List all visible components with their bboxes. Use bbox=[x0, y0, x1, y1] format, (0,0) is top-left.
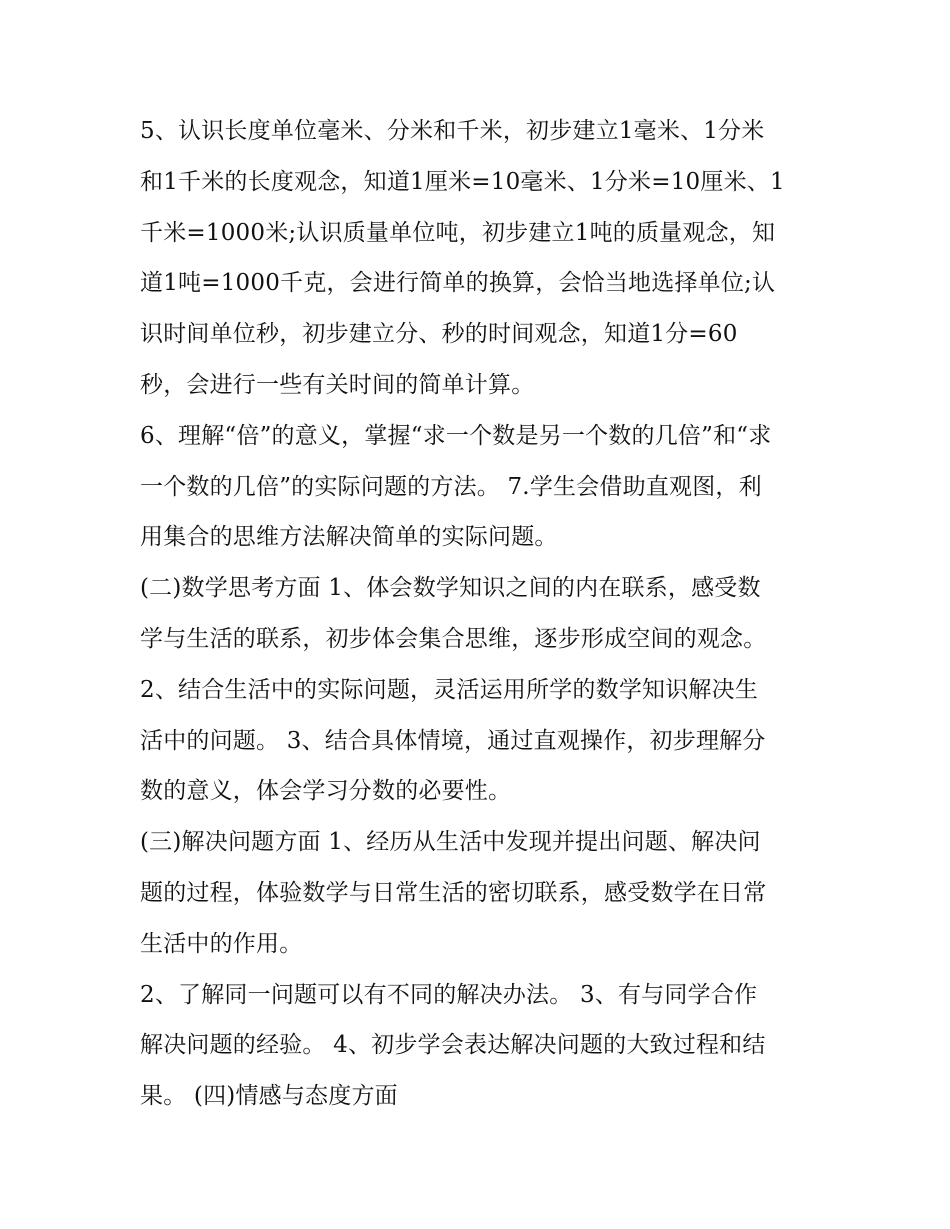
text-line: (三)解决问题方面 1、经历从生活中发现并提出问题、解决问 bbox=[140, 829, 761, 856]
text-line: 5、认识长度单位毫米、分米和千米，初步建立1毫米、1分米 bbox=[140, 118, 765, 144]
text-line: 秒，会进行一些有关时间的简单计算。 bbox=[140, 371, 535, 398]
text-line: 一个数的几倍”的实际问题的方法。 7.学生会借助直观图，利 bbox=[140, 473, 762, 500]
text-line: 识时间单位秒，初步建立分、秒的时间观念，知道1分=60 bbox=[140, 321, 738, 348]
text-line: 用集合的思维方法解决简单的实际问题。 bbox=[140, 524, 558, 551]
text-line: 数的意义，体会学习分数的必要性。 bbox=[140, 778, 512, 805]
text-line: 果。 (四)情感与态度方面 bbox=[140, 1083, 398, 1110]
text-line: 千米=1000米;认识质量单位吨，初步建立1吨的质量观念，知 bbox=[140, 219, 776, 246]
text-line: (二)数学思考方面 1、体会数学知识之间的内在联系，感受数 bbox=[140, 575, 761, 602]
text-line: 学与生活的联系，初步体会集合思维，逐步形成空间的观念。 bbox=[140, 625, 767, 652]
text-line: 解决问题的经验。 4、初步学会表达解决问题的大致过程和结 bbox=[140, 1032, 766, 1059]
text-line: 活中的问题。 3、结合具体情境，通过直观操作，初步理解分 bbox=[140, 727, 766, 754]
text-line: 道1吨=1000千克，会进行简单的换算，会恰当地选择单位;认 bbox=[140, 270, 776, 297]
text-line: 2、了解同一问题可以有不同的解决办法。 3、有与同学合作 bbox=[140, 981, 758, 1008]
text-line: 6、理解“倍”的意义，掌握“求一个数是另一个数的几倍”和“求 bbox=[140, 422, 772, 449]
text-line: 2、结合生活中的实际问题，灵活运用所学的数学知识解决生 bbox=[140, 676, 759, 703]
text-line: 和1千米的长度观念，知道1厘米=10毫米、1分米=10厘米、1 bbox=[140, 168, 785, 195]
body-text bbox=[140, 106, 820, 1122]
text-line: 题的过程，体验数学与日常生活的密切联系，感受数学在日常 bbox=[140, 879, 767, 906]
text-line: 生活中的作用。 bbox=[140, 930, 303, 957]
